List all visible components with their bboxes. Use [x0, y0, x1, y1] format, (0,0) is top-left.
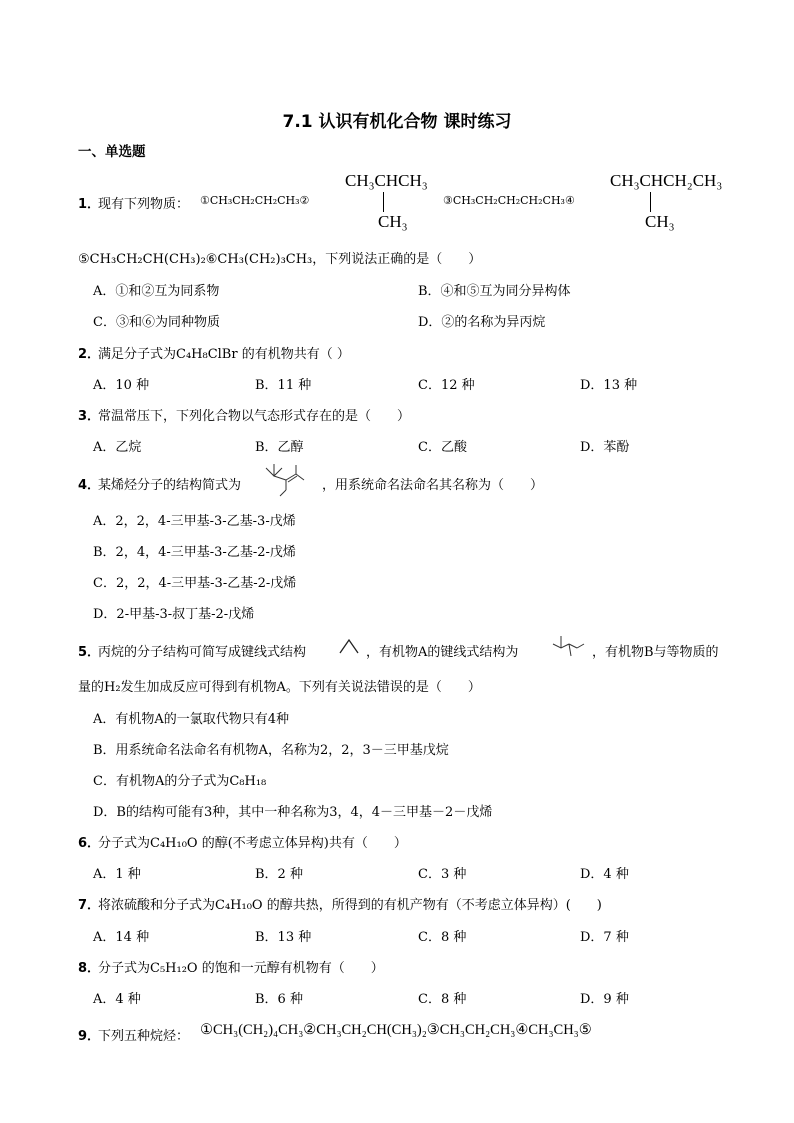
question-stem-line2: 量的H₂发生加成反应可得到有机物A。下列有关说法错误的是（ ） — [78, 680, 481, 695]
option-c[interactable]: C．8 种 — [418, 992, 467, 1007]
formula-2-main: CH₃CHCH₃ — [345, 171, 428, 190]
question-number: 6． — [78, 836, 101, 851]
question-stem: 常温常压下，下列化合物以气态形式存在的是（ ） — [98, 409, 411, 424]
option-c[interactable]: C．有机物A的分子式为C₈H₁₈ — [93, 774, 267, 789]
bond-line — [650, 192, 651, 212]
question-stem-cont: ，有机物A的键线式结构为 — [366, 645, 519, 660]
option-d[interactable]: D．13 种 — [580, 378, 638, 393]
option-a[interactable]: A．10 种 — [93, 378, 150, 393]
option-b[interactable]: B．用系统命名法命名有机物A，名称为2，2，3－三甲基戊烷 — [93, 743, 449, 758]
option-a[interactable]: A．有机物A的一氯取代物只有4种 — [93, 712, 290, 727]
compound-a-skeletal-icon — [551, 632, 587, 660]
formula-3: ③CH₃CH₂CH₂CH₂CH₃④ — [443, 194, 575, 207]
option-d[interactable]: D．2-甲基-3-叔丁基-2-戊烯 — [93, 607, 255, 622]
question-number: 5． — [78, 645, 101, 660]
option-b[interactable]: B．13 种 — [255, 930, 312, 945]
question-number: 8． — [78, 961, 101, 976]
question-stem: 分子式为C₅H₁₂O 的饱和一元醇有机物有（ ） — [98, 961, 384, 976]
question-number: 2． — [78, 347, 101, 362]
bond-line — [383, 192, 384, 212]
question-stem: 满足分子式为C₄H₈ClBr 的有机物共有（ ） — [98, 347, 350, 362]
option-a[interactable]: A．①和②互为同系物 — [93, 284, 220, 299]
option-d[interactable]: D．7 种 — [580, 930, 629, 945]
question-stem: 某烯烃分子的结构简式为 — [98, 478, 242, 493]
question-number: 9． — [78, 1029, 101, 1044]
question-number: 4． — [78, 478, 101, 493]
option-c[interactable]: C．2，2，4-三甲基-3-乙基-2-戊烯 — [93, 576, 297, 591]
option-d[interactable]: D．苯酚 — [580, 440, 630, 455]
question-stem: 丙烷的分子结构可简写成键线式结构 — [98, 645, 307, 660]
formula-4-main: CH₃CHCH₂CH₃ — [610, 171, 723, 190]
option-a[interactable]: A．2，2，4-三甲基-3-乙基-3-戊烯 — [93, 514, 296, 529]
option-b[interactable]: B．6 种 — [255, 992, 303, 1007]
question-number: 7． — [78, 898, 101, 913]
option-b[interactable]: B．11 种 — [255, 378, 312, 393]
question-number: 1． — [78, 197, 101, 212]
propane-skeletal-icon — [338, 637, 360, 655]
question-stem: 分子式为C₄H₁₀O 的醇(不考虑立体异构)共有（ ） — [98, 836, 407, 851]
question-stem-line2: ⑤CH₃CH₂CH(CH₃)₂⑥CH₃(CH₂)₃CH₃，下列说法正确的是（ ） — [78, 252, 482, 267]
question-stem-cont: ，用系统命名法命名其名称为（ ） — [322, 478, 544, 493]
page-title: 7.1 认识有机化合物 课时练习 — [282, 112, 512, 132]
option-c[interactable]: C．8 种 — [418, 930, 467, 945]
formula-list: ①CH₃(CH₂)₄CH₃②CH₃CH₂CH(CH₃)₂③CH₃CH₂CH₃④CH₃CH₃⑤ — [200, 1022, 592, 1038]
option-c[interactable]: C．3 种 — [418, 867, 467, 882]
option-c[interactable]: C．乙酸 — [418, 440, 467, 455]
option-b[interactable]: B．乙醇 — [255, 440, 304, 455]
option-a[interactable]: A．乙烷 — [93, 440, 142, 455]
option-d[interactable]: D．②的名称为异丙烷 — [418, 315, 546, 330]
option-c[interactable]: C．12 种 — [418, 378, 475, 393]
option-a[interactable]: A．14 种 — [93, 930, 150, 945]
question-number: 3． — [78, 409, 101, 424]
section-heading: 一、单选题 — [78, 144, 146, 160]
question-stem: 现有下列物质： — [98, 197, 190, 212]
formula-4-branch: CH₃ — [645, 212, 675, 231]
option-d[interactable]: D．B的结构可能有3种，其中一种名称为3，4，4－三甲基－2－戊烯 — [93, 805, 493, 820]
option-b[interactable]: B．④和⑤互为同分异构体 — [418, 284, 571, 299]
formula-1: ①CH₃CH₂CH₂CH₃② — [200, 194, 310, 207]
option-d[interactable]: D．4 种 — [580, 867, 629, 882]
formula-2-branch: CH₃ — [378, 212, 408, 231]
option-d[interactable]: D．9 种 — [580, 992, 629, 1007]
option-a[interactable]: A．1 种 — [93, 867, 141, 882]
question-stem-cont2: ，有机物B与等物质的 — [592, 645, 719, 660]
option-b[interactable]: B．2 种 — [255, 867, 303, 882]
option-a[interactable]: A．4 种 — [93, 992, 141, 1007]
question-stem: 将浓硫酸和分子式为C₄H₁₀O 的醇共热，所得到的有机产物有（不考虑立体异构）( ) — [98, 898, 602, 913]
question-stem: 下列五种烷烃： — [98, 1029, 190, 1044]
option-c[interactable]: C．③和⑥为同种物质 — [93, 315, 220, 330]
option-b[interactable]: B．2，4，4-三甲基-3-乙基-2-戊烯 — [93, 545, 296, 560]
skeletal-structure-image — [262, 462, 310, 500]
